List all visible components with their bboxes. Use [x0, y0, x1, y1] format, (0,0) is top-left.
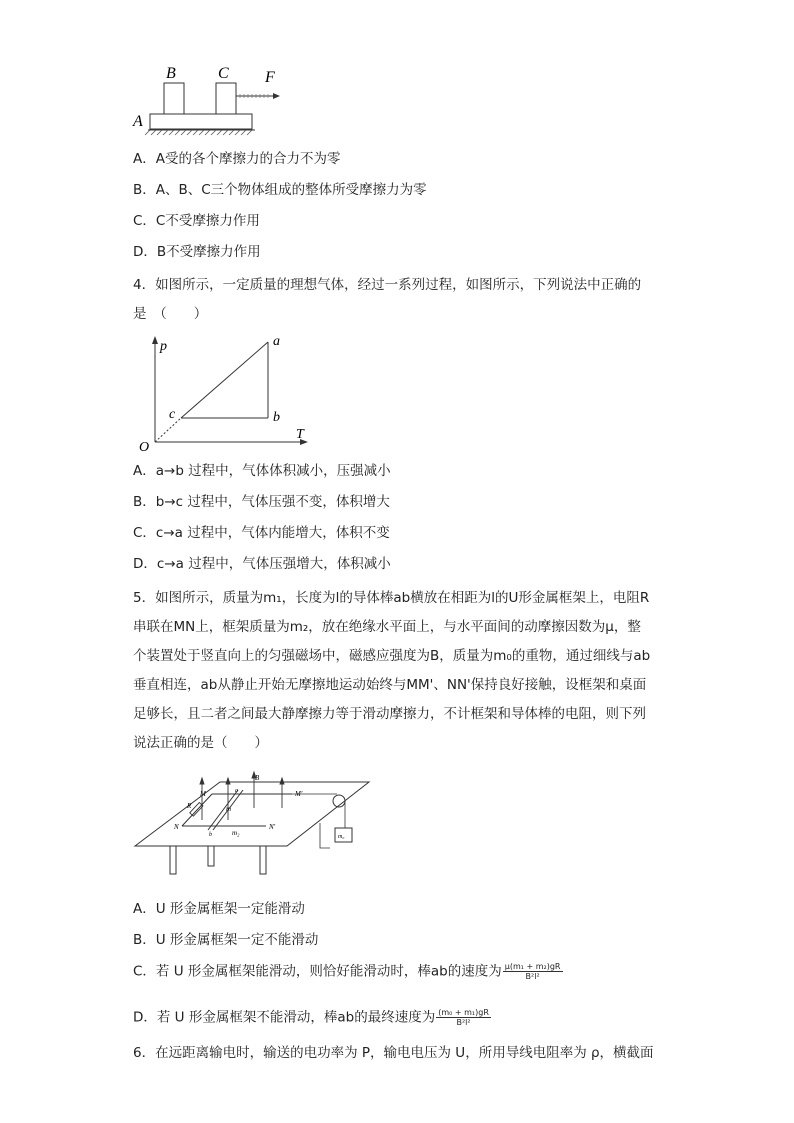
q4-option-b: B．b→c 过程中，气体压强不变，体积增大 — [133, 494, 390, 510]
label-board-a: A — [133, 113, 143, 130]
label-rail-mp: M' — [295, 790, 303, 798]
q5-option-d-text: D．若 U 形金属框架不能滑动，棒ab的最终速度为 — [133, 1009, 436, 1026]
q5-option-d-fraction — [436, 1008, 491, 1027]
q3-option-d: D．B不受摩擦力作用 — [133, 244, 261, 260]
label-frame-mass: m₂ — [232, 829, 240, 837]
label-point-a: a — [273, 334, 280, 349]
q5-stem-line6: 说法正确的是（ ） — [133, 735, 268, 751]
q5-stem-line5: 足够长，且二者之间最大静摩擦力等于滑动摩擦力，不计框架和导体棒的电阻，则下列 — [133, 706, 646, 722]
label-point-c: c — [169, 407, 176, 422]
q6-stem-line1: 6．在远距离输电时，输送的电功率为 P，输电电压为 U，所用导线电阻率为 ρ，横截面 — [133, 1045, 654, 1061]
label-rail-np: N' — [269, 823, 276, 831]
q5-option-c-fraction — [503, 962, 563, 981]
label-axis-p: p — [160, 339, 167, 354]
label-rail-n: N — [174, 823, 179, 831]
label-force-f: F — [265, 69, 275, 86]
blocks-figure — [130, 58, 290, 138]
q5-option-d — [133, 1008, 491, 1027]
q5-option-d-denominator: B²l² — [456, 1018, 471, 1027]
q5-option-b: B．U 形金属框架一定不能滑动 — [133, 932, 319, 948]
label-block-b: B — [166, 65, 176, 82]
q3-option-c: C．C不受摩擦力作用 — [133, 213, 260, 229]
q5-stem-line3: 个装置处于竖直向上的匀强磁场中，磁感应强度为B，质量为m₀的重物，通过细线与ab — [133, 648, 651, 664]
pt-diagram — [132, 332, 317, 457]
q5-stem-line1: 5．如图所示，质量为m₁，长度为l的导体棒ab横放在相距为l的U形金属框架上，电阻R — [133, 590, 650, 606]
q5-option-c — [133, 962, 563, 981]
label-origin-o: O — [139, 440, 150, 455]
q4-option-a: A．a→b 过程中，气体体积减小，压强减小 — [133, 463, 391, 479]
label-point-b: b — [273, 410, 280, 425]
q5-option-d-numerator: (m₀ + m₁)gR — [438, 1008, 489, 1017]
q4-stem-line2: 是 （ ） — [133, 306, 208, 322]
q5-option-a: A．U 形金属框架一定能滑动 — [133, 901, 305, 917]
label-field-b: B — [255, 774, 260, 782]
label-rod-mass: m — [226, 805, 232, 813]
q3-option-b: B．A、B、C三个物体组成的整体所受摩擦力为零 — [133, 182, 427, 198]
label-resistor-r: R — [187, 802, 192, 810]
q5-stem-line2: 串联在MN上，框架质量为m₂，放在绝缘水平面上，与水平面间的动摩擦因数为μ，整 — [133, 619, 641, 635]
label-weight-mass: m₀ — [338, 834, 345, 840]
q5-option-c-denominator: B²l² — [525, 972, 540, 981]
q5-stem-line4: 垂直相连，ab从静止开始无摩擦地运动始终与MM'、NN'保持良好接触，设框架和桌面 — [133, 677, 647, 693]
label-axis-t: T — [296, 427, 304, 442]
q4-option-c: C．c→a 过程中，气体内能增大，体积不变 — [133, 525, 390, 541]
q4-stem-line1: 4．如图所示，一定质量的理想气体，经过一系列过程，如图所示，下列说法中正确的 — [133, 277, 642, 293]
q5-option-c-text: C．若 U 形金属框架能滑动，则恰好能滑动时，棒ab的速度为 — [133, 963, 502, 980]
label-rail-m: M — [200, 790, 206, 798]
rail-figure — [132, 768, 372, 878]
q4-option-d: D．c→a 过程中，气体压强增大，体积减小 — [133, 556, 391, 572]
q5-option-c-numerator: μ(m₁ + m₂)gR — [504, 962, 561, 971]
label-rod-b: b — [209, 832, 212, 838]
label-block-c: C — [218, 65, 229, 82]
q3-option-a: A．A受的各个摩擦力的合力不为零 — [133, 151, 341, 167]
label-rod-a: a — [235, 788, 238, 794]
